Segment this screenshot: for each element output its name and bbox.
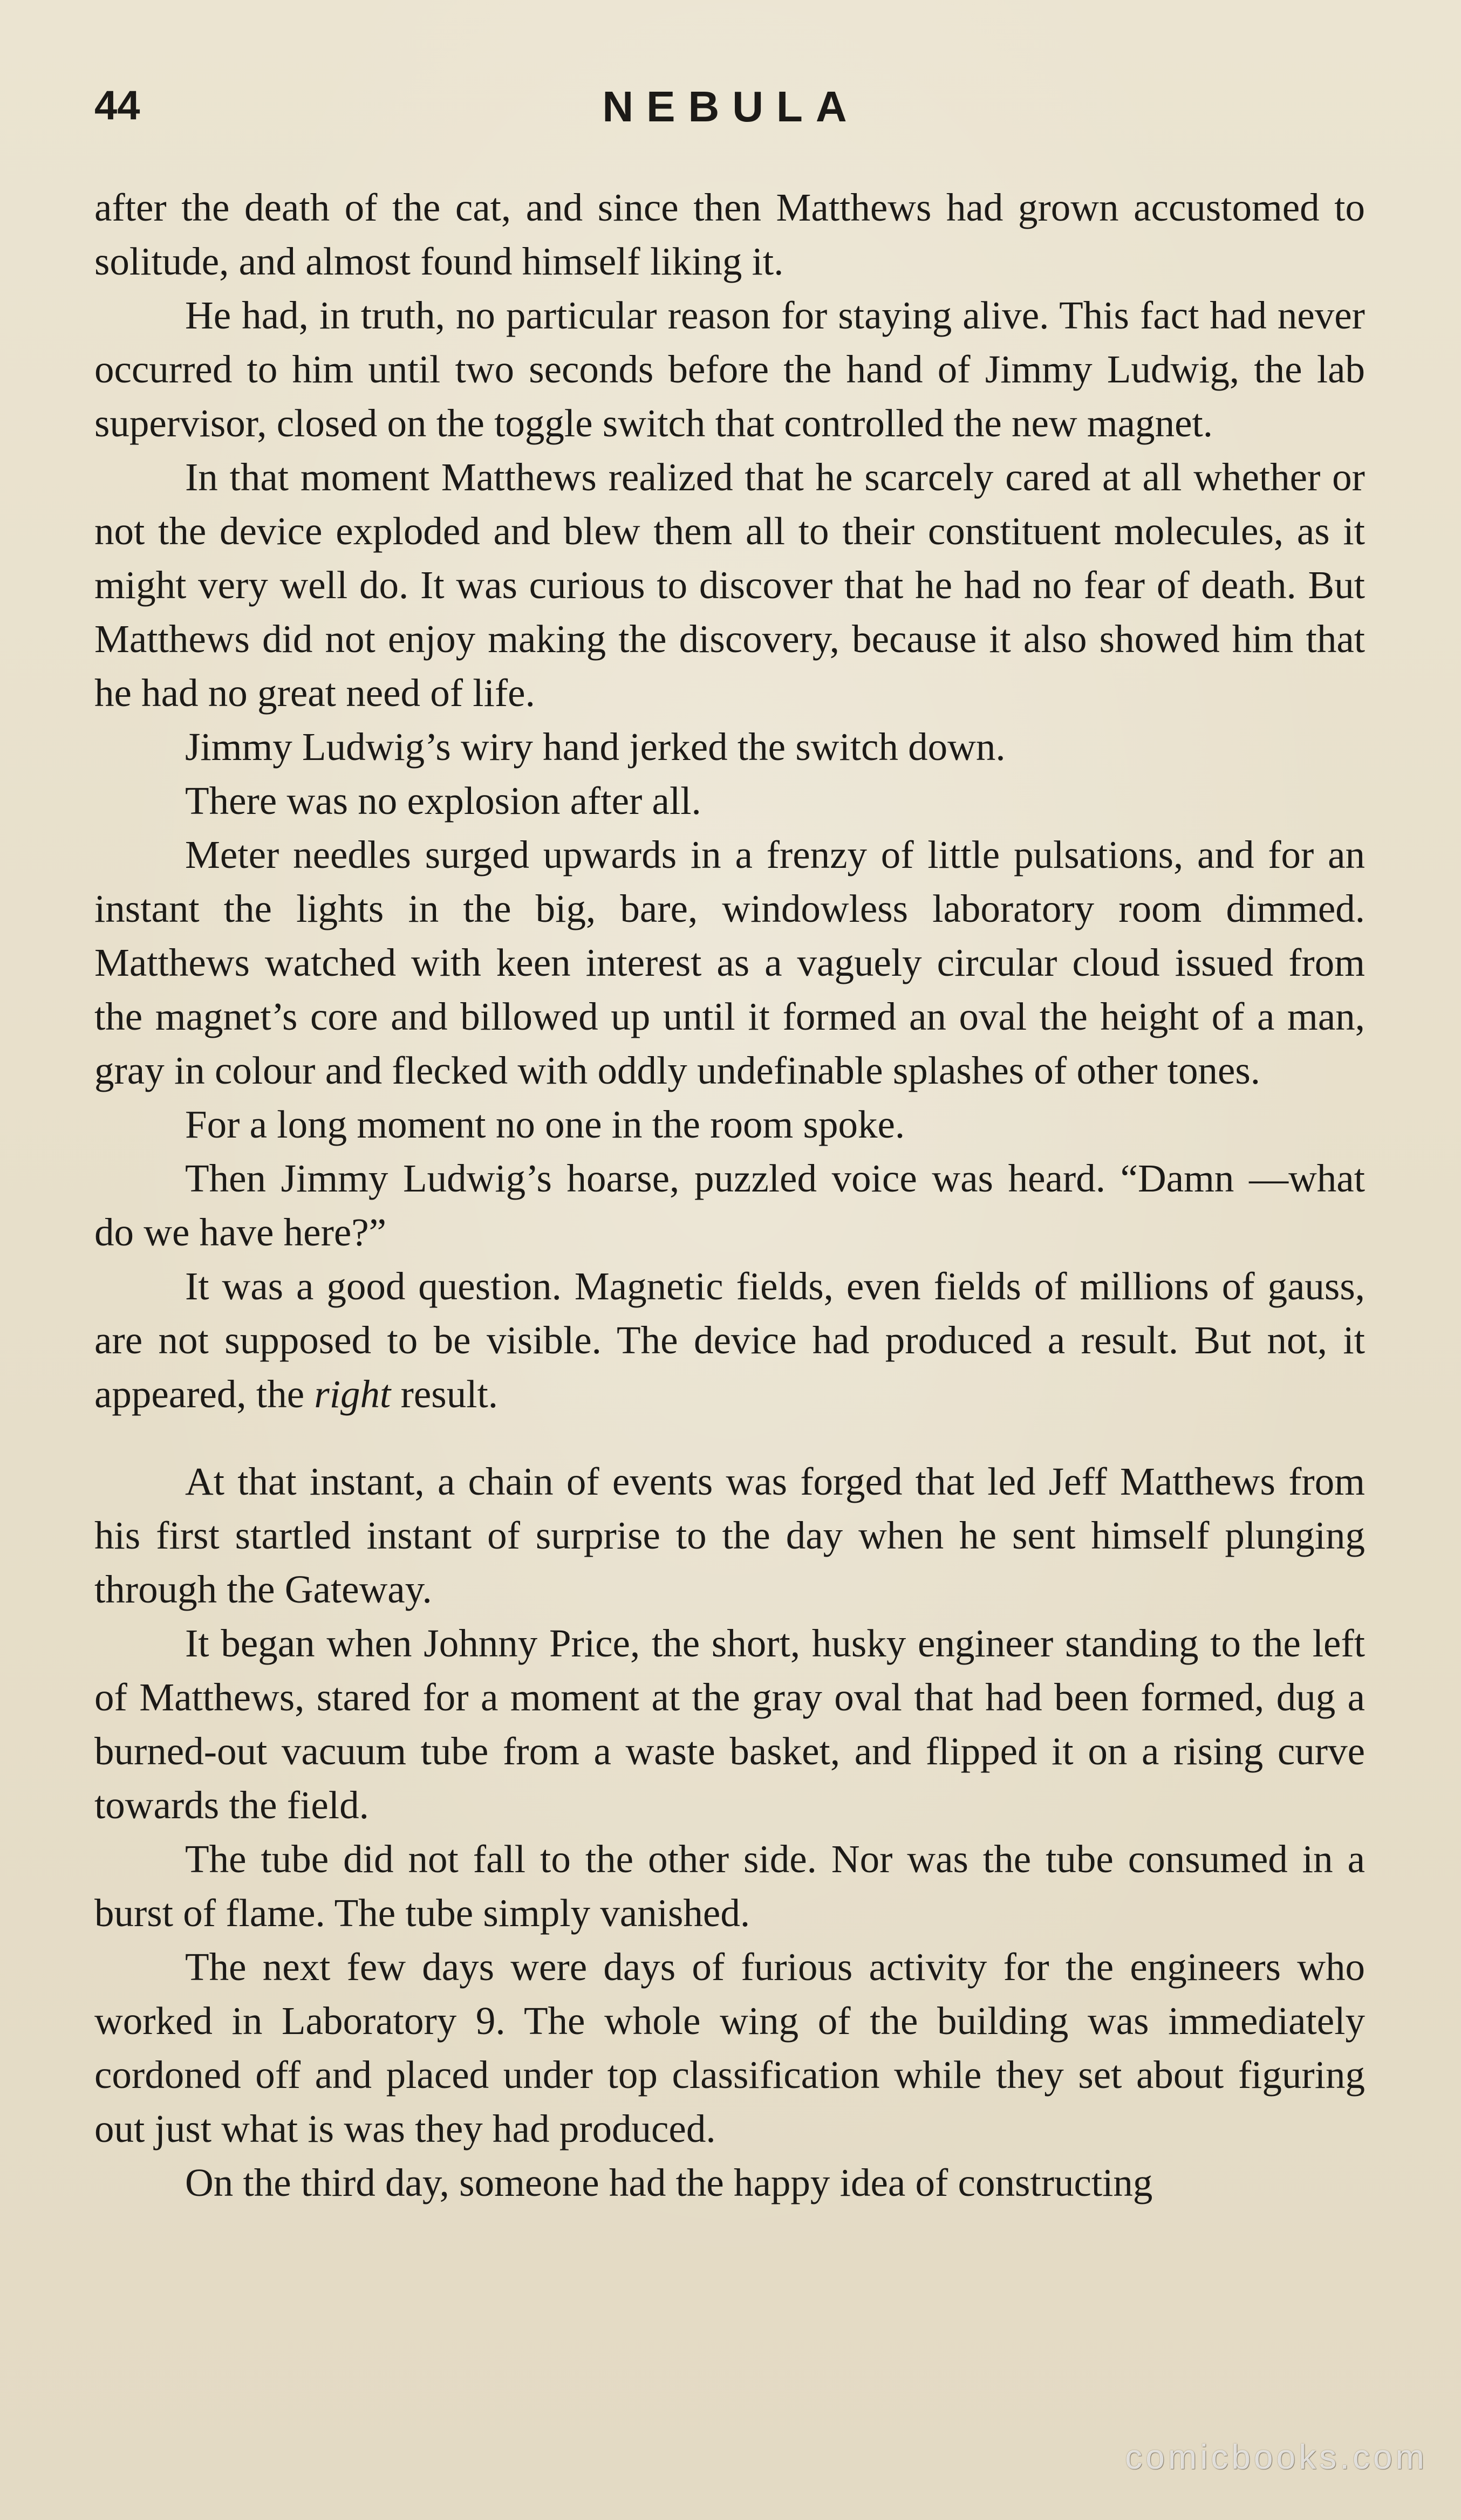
paragraph: For a long moment no one in the room spoke. <box>185 1102 905 1146</box>
paragraph: He had, in truth, no particular reason for staying alive. This fact had never occurred to him until two seconds before the hand of Jimmy Ludwig, the lab supervisor, closed on the toggle switch that controlled the new magnet. <box>94 293 1365 445</box>
paragraph: At that instant, a chain of events was forged that led Jeff Matthews from his first startled instant of surprise to the day when he sent himself plunging through the Gateway. <box>94 1460 1365 1611</box>
paragraph: In that moment Matthews realized that he scarcely cared at all whether or not the device exploded and blew them all to their constituent molecules, as it might very well do. It was curious to discover that he had no fear of death. But Matthews did not enjoy making the discovery, because it also showed him that he had no great need of life. <box>94 455 1365 715</box>
watermark: comicbooks.com <box>1125 2437 1428 2476</box>
paragraph: Meter needles surged upwards in a frenzy of little pulsations, and for an instant the lights in the big, bare, windowless laboratory room dimmed. Matthews watched with keen interest as a vaguely circular cloud issued from the magnet’s core and billowed up until it formed an oval the height of a man, gray in colour and flecked with oddly undefinable splashes of other tones. <box>94 833 1365 1092</box>
paragraph: The tube did not fall to the other side. Nor was the tube consumed in a burst of flame. The tube simply vanished. <box>94 1837 1365 1935</box>
paragraph: There was no explosion after all. <box>185 779 701 823</box>
italic-emphasis: right <box>314 1372 391 1416</box>
paragraph-text: It was a good question. Magnetic fields, even fields of millions of gauss, are not supposed to be visible. The device had produced a result. But not, it appeared, the <box>94 1264 1365 1416</box>
page-number: 44 <box>94 83 140 128</box>
paragraph: It began when Johnny Price, the short, husky engineer standing to the left of Matthews, stared for a moment at the gray oval that had been formed, dug a burned-out vacuum tube from a waste basket, and flipped it on a rising curve towards the field. <box>94 1621 1365 1827</box>
paragraph: Jimmy Ludwig’s wiry hand jerked the switch down. <box>185 725 1006 769</box>
paragraph <box>94 1259 1365 1421</box>
paragraph-text: result. <box>400 1372 499 1416</box>
page-header <box>94 81 1368 146</box>
paragraph: after the death of the cat, and since then Matthews had grown accustomed to solitude, and almost found himself liking it. <box>94 186 1365 283</box>
story-text <box>94 181 1365 2210</box>
paragraph: On the third day, someone had the happy idea of constructing <box>185 2161 1153 2204</box>
paragraph: The next few days were days of furious activity for the engineers who worked in Laboratory 9. The whole wing of the building was immediately cordoned off and placed under top classification while they set about figuring out just what is was they had produced. <box>94 1945 1365 2151</box>
paragraph: Then Jimmy Ludwig’s hoarse, puzzled voice was heard. “Damn —what do we have here?” <box>94 1156 1365 1254</box>
magazine-title: NEBULA <box>602 83 860 131</box>
